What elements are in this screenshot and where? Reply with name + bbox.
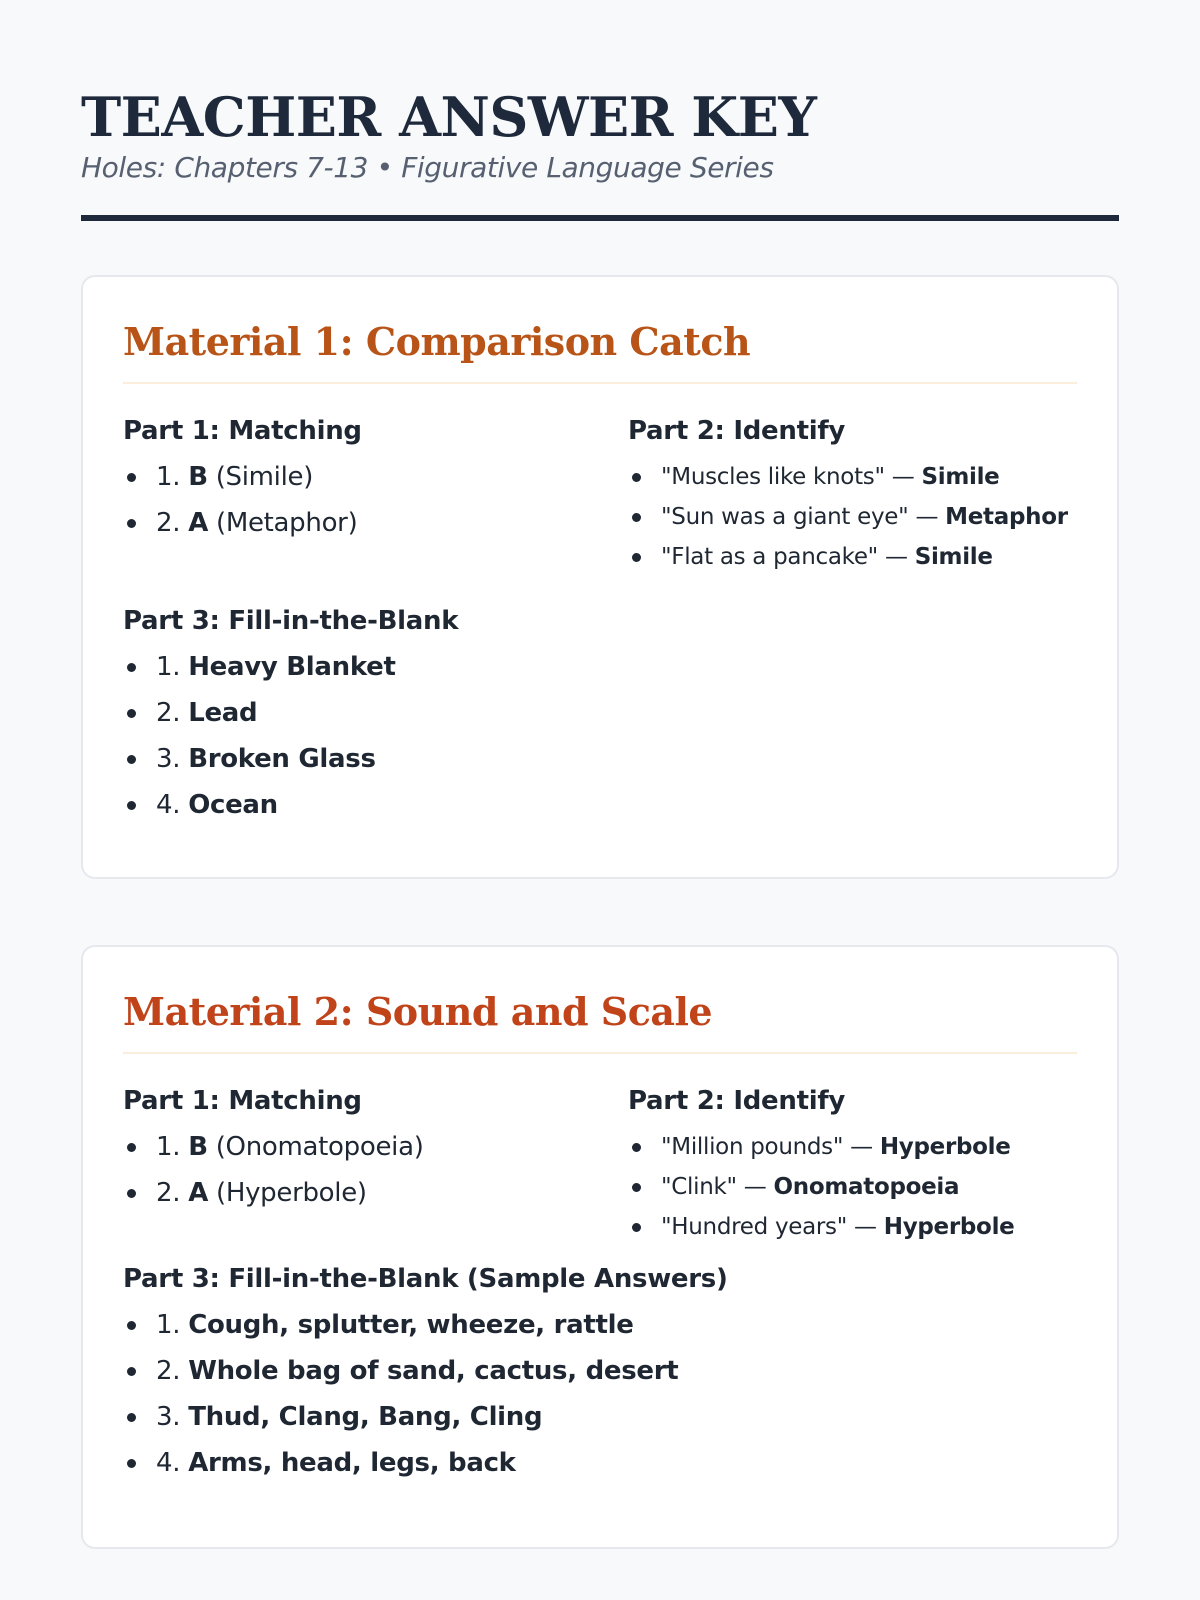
list-item: 4. Arms, head, legs, back bbox=[123, 1446, 1077, 1480]
part-1-list bbox=[123, 460, 628, 540]
part-2-list bbox=[628, 462, 1077, 572]
part-2-title: Part 2: Identify bbox=[628, 416, 845, 446]
part-3-list bbox=[123, 650, 1077, 822]
material-2-title: Material 2: Sound and Scale bbox=[123, 989, 713, 1034]
material-2-card bbox=[81, 945, 1119, 1549]
page-title: TEACHER ANSWER KEY bbox=[81, 85, 817, 149]
material-1-card bbox=[81, 275, 1119, 879]
list-item: "Flat as a pancake" — Simile bbox=[628, 542, 1077, 572]
list-item: 2. A (Hyperbole) bbox=[123, 1176, 628, 1210]
list-item: "Clink" — Onomatopoeia bbox=[628, 1172, 1077, 1202]
list-item: "Muscles like knots" — Simile bbox=[628, 462, 1077, 492]
material-1-part-1 bbox=[123, 414, 628, 582]
material-2-part-1 bbox=[123, 1084, 628, 1252]
material-1-divider bbox=[123, 382, 1077, 384]
list-item: 3. Broken Glass bbox=[123, 742, 1077, 776]
part-1-title: Part 1: Matching bbox=[123, 416, 362, 446]
list-item: 2. Lead bbox=[123, 696, 1077, 730]
list-item: 1. B (Onomatopoeia) bbox=[123, 1130, 628, 1164]
part-2-list bbox=[628, 1132, 1077, 1242]
material-1-part-2 bbox=[628, 414, 1077, 582]
part-1-list bbox=[123, 1130, 628, 1210]
part-3-list bbox=[123, 1308, 1077, 1480]
list-item: 3. Thud, Clang, Bang, Cling bbox=[123, 1400, 1077, 1434]
list-item: 1. Cough, splutter, wheeze, rattle bbox=[123, 1308, 1077, 1342]
part-1-title: Part 1: Matching bbox=[123, 1086, 362, 1116]
material-2-part-3 bbox=[123, 1262, 1077, 1480]
material-1-part-3 bbox=[123, 604, 1077, 822]
list-item: "Hundred years" — Hyperbole bbox=[628, 1212, 1077, 1242]
list-item: 2. A (Metaphor) bbox=[123, 506, 628, 540]
material-2-divider bbox=[123, 1052, 1077, 1054]
list-item: 2. Whole bag of sand, cactus, desert bbox=[123, 1354, 1077, 1388]
list-item: "Sun was a giant eye" — Metaphor bbox=[628, 502, 1077, 532]
page-subtitle: Holes: Chapters 7-13 • Figurative Language Series bbox=[81, 151, 774, 184]
material-2-part-2 bbox=[628, 1084, 1077, 1252]
part-3-title: Part 3: Fill-in-the-Blank (Sample Answers) bbox=[123, 1264, 728, 1294]
list-item: 1. Heavy Blanket bbox=[123, 650, 1077, 684]
list-item: 1. B (Simile) bbox=[123, 460, 628, 494]
part-2-title: Part 2: Identify bbox=[628, 1086, 845, 1116]
header-divider bbox=[81, 215, 1119, 221]
material-1-title: Material 1: Comparison Catch bbox=[123, 319, 751, 364]
list-item: 4. Ocean bbox=[123, 788, 1077, 822]
part-3-title: Part 3: Fill-in-the-Blank bbox=[123, 606, 459, 636]
list-item: "Million pounds" — Hyperbole bbox=[628, 1132, 1077, 1162]
